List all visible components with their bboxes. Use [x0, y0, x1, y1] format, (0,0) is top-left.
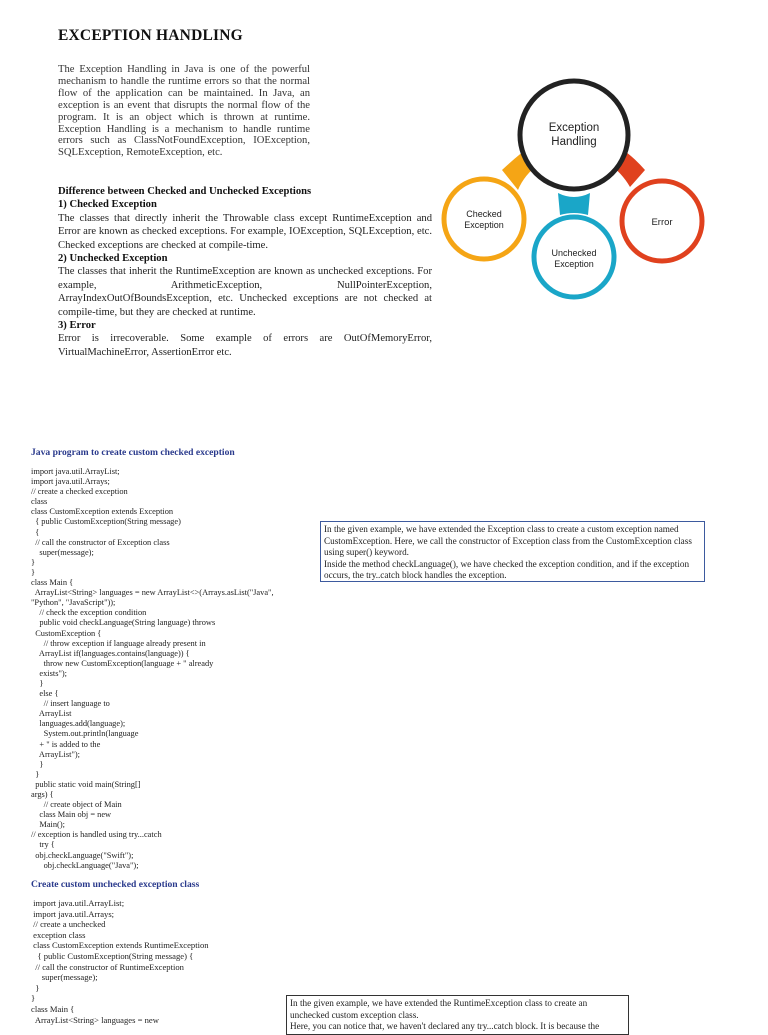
section1-note-p2: Inside the method checkLanguage(), we have checked the exception condition, and if the exception occurs, the try..catch block handles the exception. [324, 558, 690, 581]
section2-note [286, 995, 629, 1035]
connector-cyan [558, 193, 590, 215]
page-title: EXCEPTION HANDLING [58, 27, 243, 44]
section2-note-p2: Here, you can notice that, we haven't declared any try...catch block. It is because the [290, 1021, 600, 1032]
exception-handling-diagram [440, 75, 710, 301]
checked-label-2: Exception [464, 220, 504, 230]
error-label: Error [651, 217, 673, 228]
section1-heading: Java program to create custom checked exception [31, 447, 235, 458]
center-ring [520, 81, 628, 189]
difference-section [58, 185, 432, 359]
section1-note-p1: In the given example, we have extended the Exception class to create a custom exception named CustomException. Here, we call the constructor of Exception class from the CustomException class using super() keyword. [324, 524, 692, 558]
checked-label-1: Checked [466, 209, 502, 219]
unchecked-text: The classes that inherit the RuntimeException are known as unchecked exceptions. For example, ArithmeticException, NullPointerException, ArrayIndexOutOfBoundsException, etc. Unchecked exceptions are not checked at compile-time, but they are checked at runtime. [58, 266, 432, 318]
error-heading: 3) Error [58, 320, 96, 332]
section1-note [320, 521, 705, 582]
intro-paragraph: The Exception Handling in Java is one of the powerful mechanism to handle the runtime errors so that the normal flow of the application can be maintained. In Java, an exception is an event that disrupts the normal flow of the program. It is an object which is thrown at runtime. Exception Handling is a mechanism to handle runtime errors such as ClassNotFoundException, IOException, SQLException, RemoteException, etc. [58, 64, 310, 159]
section1-code: import java.util.ArrayList; import java.util.Arrays; // create a checked exception class class CustomException extends Exception { public CustomException(String message) { // call the constructor of Exception class super(message); } } class Main { ArrayList<String> languages = new ArrayList<>(Arrays.asList("Java", "Python", "JavaScript")); // check the exception condition public void checkLanguage(String language) throws CustomException { // throw exception if language already present in ArrayList if(languages.contains(language)) { throw new CustomException(language + " already exists"); } else { // insert language to ArrayList languages.add(language); System.out.println(language + " is added to the ArrayList"); } } public static void main(String[] args) { // create object of Main class Main obj = new Main(); // exception is handled using try...catch try { obj.checkLanguage("Swift"); obj.checkLanguage("Java"); [31, 467, 274, 870]
difference-heading: Difference between Checked and Unchecked Exceptions [58, 186, 312, 197]
section2-code: import java.util.ArrayList; import java.util.Arrays; // create a unchecked exception class class CustomException extends RuntimeException { public CustomException(String message) { // call the constructor of RuntimeException super(message); } } class Main { ArrayList<String> languages = new [31, 898, 209, 1025]
checked-text: The classes that directly inherit the Throwable class except RuntimeException and Error are known as checked exceptions. For example, IOException, SQLException, etc. Checked exceptions are checked at compile-time. [58, 212, 432, 251]
error-text: Error is irrecoverable. Some example of errors are OutOfMemoryError, VirtualMachineError, AssertionError etc. [58, 333, 432, 358]
checked-heading: 1) Checked Exception [58, 199, 157, 211]
section2-heading: Create custom unchecked exception class [31, 879, 200, 890]
checked-ring [444, 179, 524, 259]
section2-note-p1: In the given example, we have extended the RuntimeException class to create an unchecked custom exception class. [290, 998, 588, 1020]
center-label-1: Exception [548, 122, 600, 134]
unchecked-heading: 2) Unchecked Exception [58, 253, 168, 265]
unchecked-label-1: Unchecked [551, 248, 597, 258]
unchecked-label-2: Exception [554, 259, 594, 269]
center-label-2: Handling [551, 136, 597, 148]
